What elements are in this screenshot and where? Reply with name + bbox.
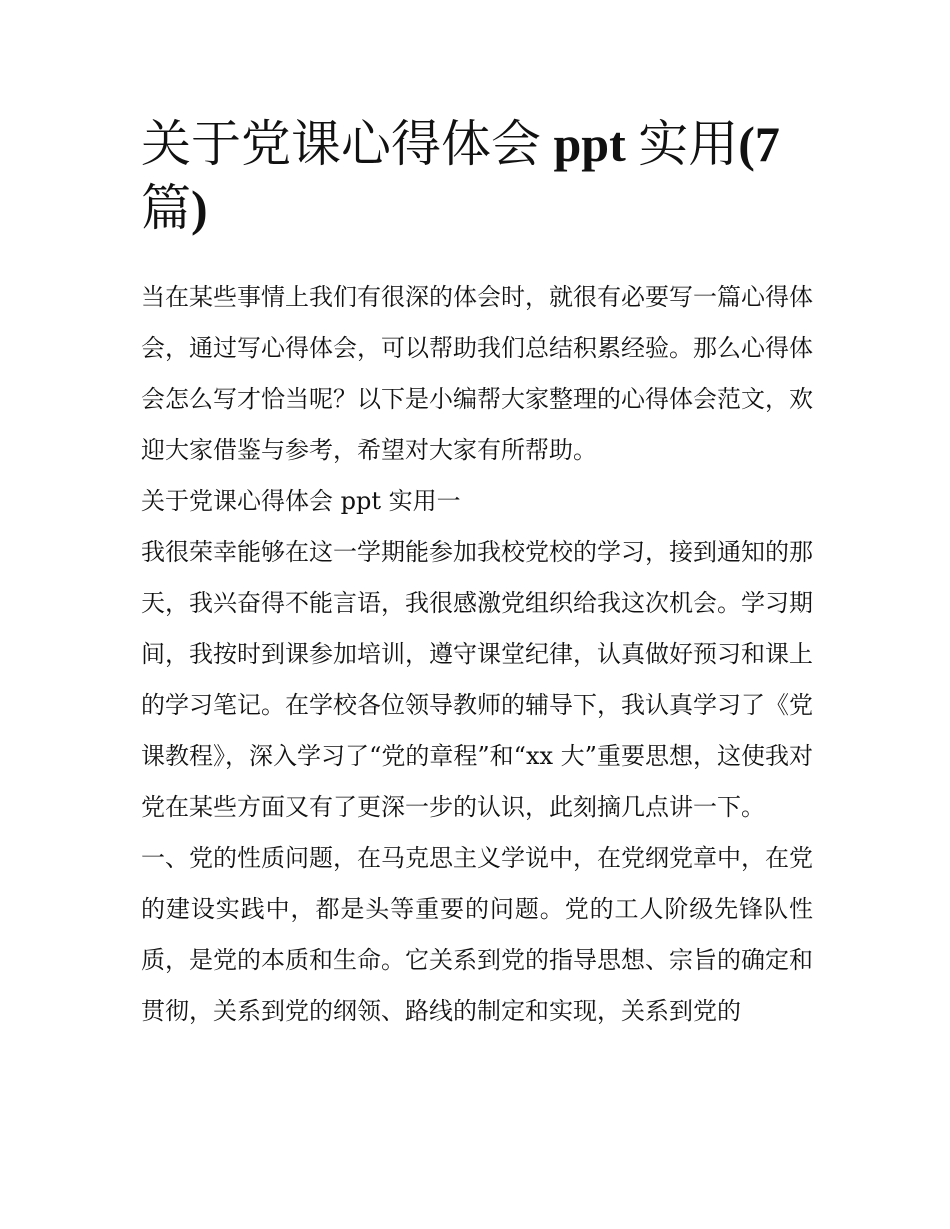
body-paragraph: 一、党的性质问题，在马克思主义学说中，在党纲党章中，在党的建设实践中，都是头等重要的问题。党的工人阶级先锋队性质，是党的本质和生命。它关系到党的指导思想、宗旨的确定和贯彻，关系到党的纲领、路线的制定和实现，关系到党的: [141, 844, 813, 1025]
title-text-middle: 实用: [638, 115, 739, 173]
title-text-before: 关于党课心得体会: [141, 115, 541, 173]
document-page: [141, 112, 813, 1037]
body-paragraph: 我很荣幸能够在这一学期能参加我校党校的学习，接到通知的那天，我兴奋得不能言语，我很感激党组织给我这次机会。学习期间，我按时到课参加培训，遵守课堂纪律，认真做好预习和课上的学习笔记。在学校各位领导教师的辅导下，我认真学习了《党课教程》，深入学习了“党的章程”和“xx 大”重要思想，这使我对党在某些方面又有了更深一步的认识，此刻摘几点讲一下。: [141, 538, 813, 821]
title-latin: ppt: [541, 116, 639, 172]
section-heading: 关于党课心得体会 ppt 实用一: [141, 487, 461, 515]
title-paren: (7: [738, 116, 780, 172]
intro-paragraph: 当在某些事情上我们有很深的体会时，就很有必要写一篇心得体会，通过写心得体会，可以帮助我们总结积累经验。那么心得体会怎么写才恰当呢？以下是小编帮大家整理的心得体会范文，欢迎大家借鉴与参考，希望对大家有所帮助。: [141, 283, 813, 464]
document-title: [141, 112, 813, 240]
document-body: [141, 272, 813, 1037]
title-close: ): [191, 180, 208, 236]
title-text-after: 篇: [141, 179, 191, 237]
